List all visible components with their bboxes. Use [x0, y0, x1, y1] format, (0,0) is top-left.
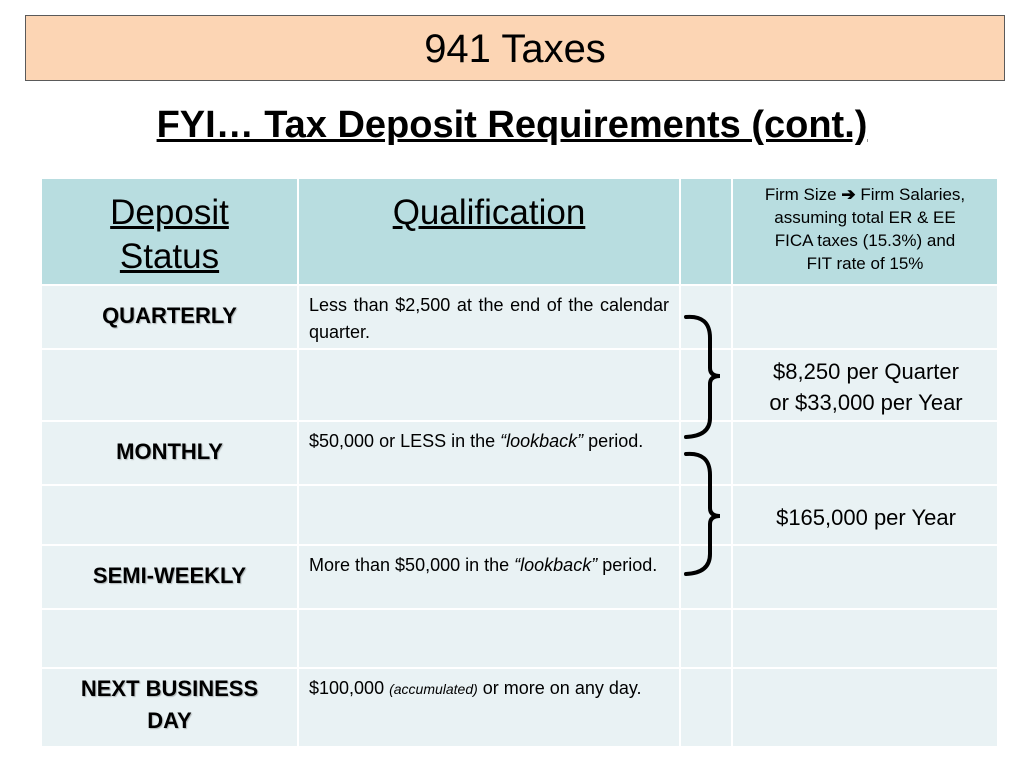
status-semi-weekly: SEMI-WEEKLY — [92, 563, 247, 588]
header-qualification — [298, 179, 680, 285]
firm-size-label: Firm Size — [764, 185, 837, 204]
title-banner — [25, 15, 1005, 81]
curly-brace-icon — [686, 454, 720, 574]
status-next-business-day: NEXT BUSINESS DAY — [80, 676, 259, 733]
header-deposit-status — [42, 179, 298, 285]
header-spacer — [680, 179, 732, 285]
status-quarterly: QUARTERLY — [102, 303, 237, 328]
table-row — [42, 545, 998, 609]
table-row — [42, 421, 998, 485]
header-status-line1: Deposit — [110, 193, 229, 232]
table-row — [42, 609, 998, 668]
deposit-requirements-table — [42, 179, 999, 748]
qualification-semi-weekly: More than $50,000 in the “lookback” period. — [309, 555, 658, 575]
header-row — [42, 179, 998, 285]
firm-salaries-label: Firm Salaries, — [860, 185, 966, 204]
status-monthly: MONTHLY — [116, 439, 223, 464]
table-row — [42, 668, 998, 747]
qualification-next-business-day: $100,000 (accumulated) or more on any day. — [309, 678, 642, 698]
header-firm-size — [732, 179, 998, 285]
firm-size-monthly: $165,000 per Year — [776, 505, 956, 530]
firm-size-quarterly: $8,250 per Quarter or $33,000 per Year — [769, 359, 963, 415]
table-row — [42, 285, 998, 349]
header-qualification-label: Qualification — [392, 193, 586, 232]
firm-size-line2: assuming total ER & EE — [774, 208, 956, 227]
brace-graphics — [680, 300, 740, 590]
curly-brace-icon — [686, 317, 720, 437]
qualification-quarterly: Less than $2,500 at the end of the calendar quarter. — [309, 295, 669, 342]
page-title: 941 Taxes — [424, 27, 606, 71]
slide-subtitle: FYI… Tax Deposit Requirements (cont.) — [156, 104, 868, 146]
qualification-monthly: $50,000 or LESS in the “lookback” period. — [309, 431, 644, 451]
right-arrow-icon: ➔ — [841, 185, 856, 204]
firm-size-line4: FIT rate of 15% — [806, 254, 924, 273]
firm-size-line3: FICA taxes (15.3%) and — [774, 231, 956, 250]
header-status-line2: Status — [119, 237, 220, 276]
